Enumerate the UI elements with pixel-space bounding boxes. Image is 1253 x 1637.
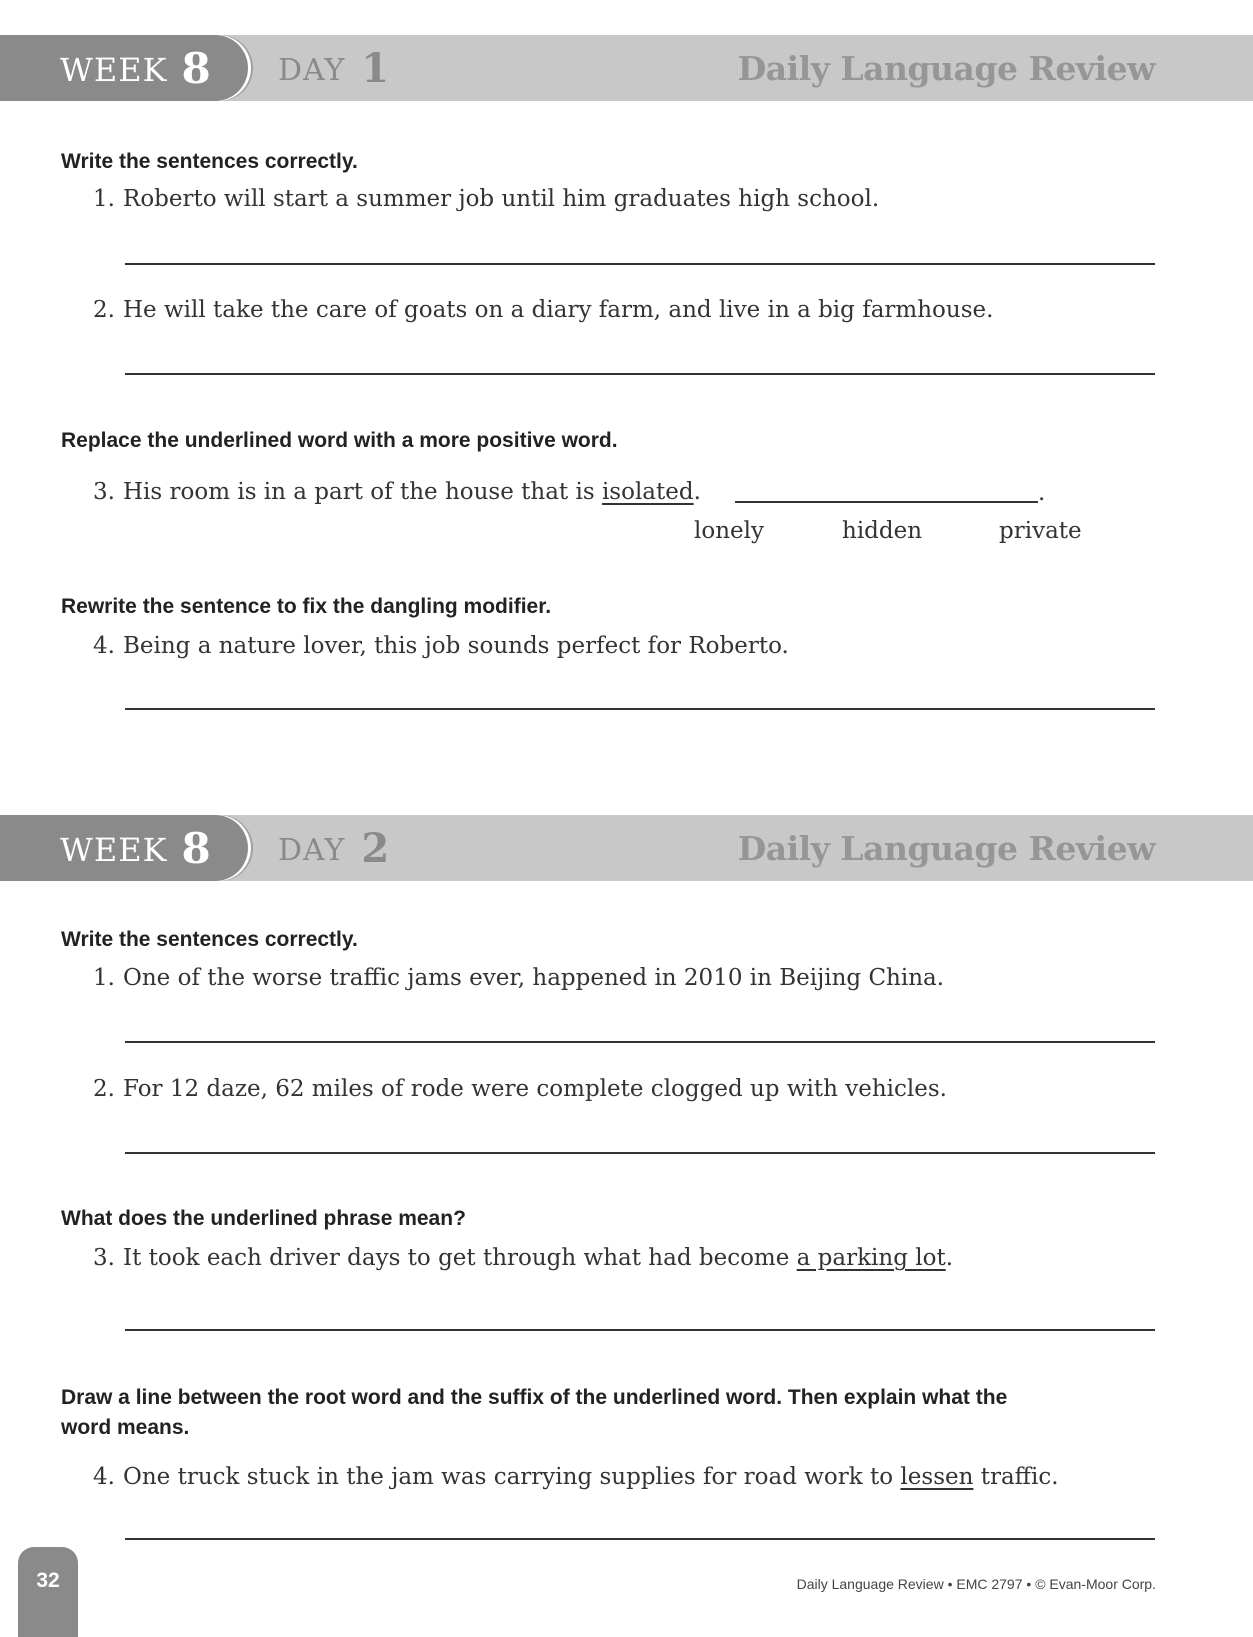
- question-number: 4.: [93, 633, 115, 659]
- day-label-group: [278, 35, 389, 101]
- day1-question-4: [93, 633, 789, 659]
- week-tab: [0, 35, 248, 101]
- section-title: Daily Language Review: [737, 828, 1155, 868]
- day2-question-4: 4. One truck stuck in the jam was carrying supplies for road work to lessen traffic.: [93, 1464, 1059, 1490]
- blank-period: .: [1038, 480, 1046, 506]
- week-number: 8: [181, 43, 211, 93]
- question-number: 4.: [93, 1464, 115, 1490]
- page-number: 32: [36, 1569, 60, 1592]
- day-label-group: [278, 815, 389, 881]
- underlined-word: lessen: [900, 1464, 974, 1490]
- day2-instruction-3: [61, 1383, 1007, 1443]
- choice-private[interactable]: private: [999, 518, 1082, 544]
- day1-answer-line-4[interactable]: [125, 708, 1155, 710]
- question-number: 2.: [93, 297, 115, 323]
- question-text: One truck stuck in the jam was carrying supplies for road work to: [123, 1464, 901, 1490]
- week-tab: [0, 815, 248, 881]
- day1-instruction-2: Replace the underlined word with a more positive word.: [61, 429, 618, 452]
- day1-question-1: [93, 186, 879, 212]
- question-number: 1.: [93, 186, 115, 212]
- week-label: WEEK: [60, 831, 168, 869]
- day2-question-2: [93, 1076, 947, 1102]
- choice-hidden[interactable]: hidden: [842, 518, 923, 544]
- question-text: For 12 daze, 62 miles of rode were complete clogged up with vehicles.: [123, 1076, 947, 1102]
- day2-header-banner: [0, 815, 1253, 881]
- day1-instruction-1: Write the sentences correctly.: [61, 150, 358, 173]
- section-title: Daily Language Review: [737, 48, 1155, 88]
- choice-lonely[interactable]: lonely: [694, 518, 764, 544]
- day1-instruction-3: Rewrite the sentence to fix the dangling modifier.: [61, 595, 552, 618]
- day1-question-2: [93, 297, 993, 323]
- question-number: 3.: [93, 479, 115, 505]
- day1-question-3: 3. His room is in a part of the house that is isolated.: [93, 479, 701, 505]
- day-label: DAY: [278, 832, 346, 868]
- page-number-tab: [18, 1547, 78, 1637]
- question-text: He will take the care of goats on a diary farm, and live in a big farmhouse.: [123, 297, 994, 323]
- question-text: Being a nature lover, this job sounds perfect for Roberto.: [123, 633, 789, 659]
- question-text: Roberto will start a summer job until him graduates high school.: [123, 186, 880, 212]
- day2-instruction-2: What does the underlined phrase mean?: [61, 1207, 466, 1230]
- footer-credit: Daily Language Review • EMC 2797 • © Evan-Moor Corp.: [796, 1576, 1156, 1592]
- day2-instruction-1: Write the sentences correctly.: [61, 928, 358, 951]
- day-number: 2: [361, 824, 390, 872]
- day1-answer-line-2[interactable]: [125, 373, 1155, 375]
- day2-question-1: [93, 965, 944, 991]
- day-number: 1: [361, 44, 390, 92]
- instruction-line: word means.: [61, 1416, 190, 1439]
- day-label: DAY: [278, 52, 346, 88]
- week-label: WEEK: [60, 51, 168, 89]
- question-number: 3.: [93, 1245, 115, 1271]
- underlined-word: isolated: [601, 479, 694, 505]
- instruction-line: Draw a line between the root word and the suffix of the underlined word. Then explain what the: [61, 1386, 1008, 1409]
- day1-answer-blank-3[interactable]: [735, 501, 1038, 503]
- day2-answer-line-2[interactable]: [125, 1152, 1155, 1154]
- question-number: 2.: [93, 1076, 115, 1102]
- week-number: 8: [181, 823, 211, 873]
- underlined-phrase: a parking lot: [796, 1245, 946, 1271]
- day1-header-banner: [0, 35, 1253, 101]
- question-number: 1.: [93, 965, 115, 991]
- question-text: One of the worse traffic jams ever, happened in 2010 in Beijing China.: [123, 965, 945, 991]
- day2-answer-line-1[interactable]: [125, 1041, 1155, 1043]
- question-text: It took each driver days to get through what had become: [123, 1245, 797, 1271]
- day1-answer-line-1[interactable]: [125, 263, 1155, 265]
- day2-answer-line-3[interactable]: [125, 1329, 1155, 1331]
- day2-answer-line-4[interactable]: [125, 1538, 1155, 1540]
- day2-question-3: 3. It took each driver days to get through what had become a parking lot.: [93, 1245, 954, 1271]
- question-text: His room is in a part of the house that is: [123, 479, 602, 505]
